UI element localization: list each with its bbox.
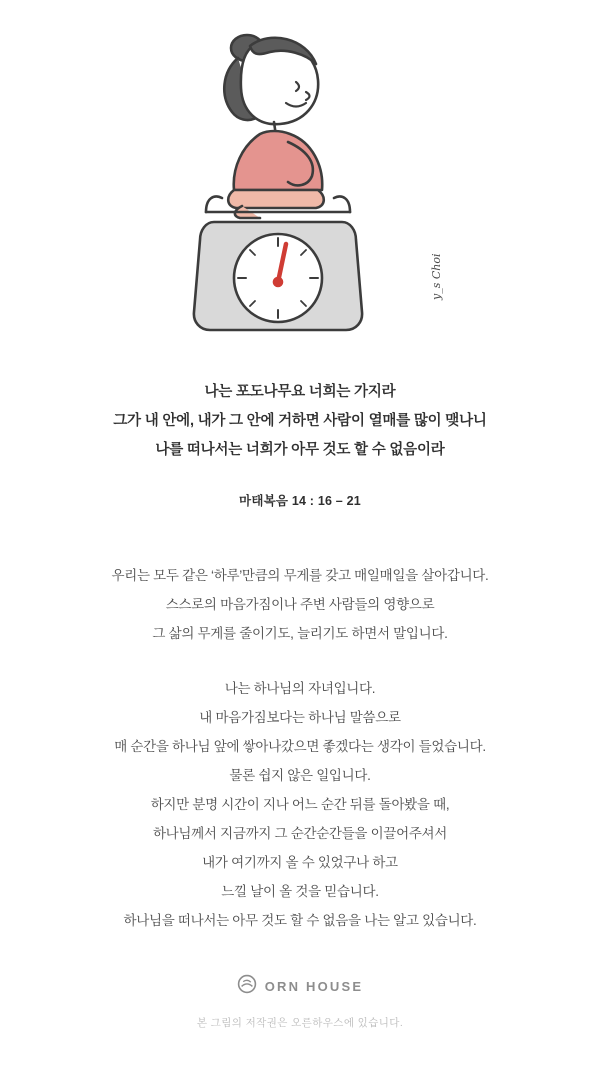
copyright-notice: 본 그림의 저작권은 오른하우스에 있습니다. — [196, 1017, 404, 1029]
verse-line: 그가 내 안에, 내가 그 안에 거하면 사람이 열매를 많이 맺나니 — [113, 413, 487, 429]
verse-reference: 마태복음 14 : 16 – 21 — [239, 494, 361, 508]
verse-line: 나는 포도나무요 너희는 가지라 — [204, 384, 396, 400]
verse-line: 나를 떠나서는 너희가 아무 것도 할 수 없음이라 — [155, 442, 445, 458]
artist-signature: y_s Choi — [430, 253, 443, 300]
illustration-container — [0, 0, 600, 360]
brand-name: ORN HOUSE — [264, 979, 364, 994]
body-line: 내 마음가짐보다는 하나님 말씀으로 — [199, 710, 401, 726]
body-line: 물론 쉽지 않은 일입니다. — [229, 768, 371, 784]
body-line: 우리는 모두 같은 ‘하루’만큼의 무게를 갖고 매일매일을 살아갑니다. — [111, 568, 489, 583]
body-line: 느낄 날이 올 것을 믿습니다. — [221, 884, 379, 900]
orn-circle-icon — [237, 974, 257, 999]
body-line: 스스로의 마음가짐이나 주변 사람들의 영향으로 — [165, 597, 435, 613]
body-line: 내가 여기까지 올 수 있었구나 하고 — [202, 855, 398, 871]
paragraph-gap — [30, 648, 570, 674]
footer — [0, 974, 600, 1030]
body-line: 하나님께서 지금까지 그 순간순간들을 이끌어주셔서 — [152, 826, 448, 842]
body-text-block — [30, 561, 570, 935]
body-line: 나는 하나님의 자녀입니다. — [224, 681, 376, 697]
body-line: 하지만 분명 시간이 지나 어느 순간 뒤를 돌아봤을 때, — [150, 797, 450, 813]
verse-block — [40, 378, 560, 465]
body-line: 그 삶의 무게를 줄이기도, 늘리기도 하면서 말입니다. — [152, 626, 448, 642]
body-line: 하나님을 떠나서는 아무 것도 할 수 없음을 나는 알고 있습니다. — [123, 913, 477, 929]
girl-on-scale-illustration — [110, 0, 490, 360]
brand-logo — [237, 974, 364, 999]
body-line: 매 순간을 하나님 앞에 쌓아나갔으면 좋겠다는 생각이 들었습니다. — [114, 739, 486, 755]
